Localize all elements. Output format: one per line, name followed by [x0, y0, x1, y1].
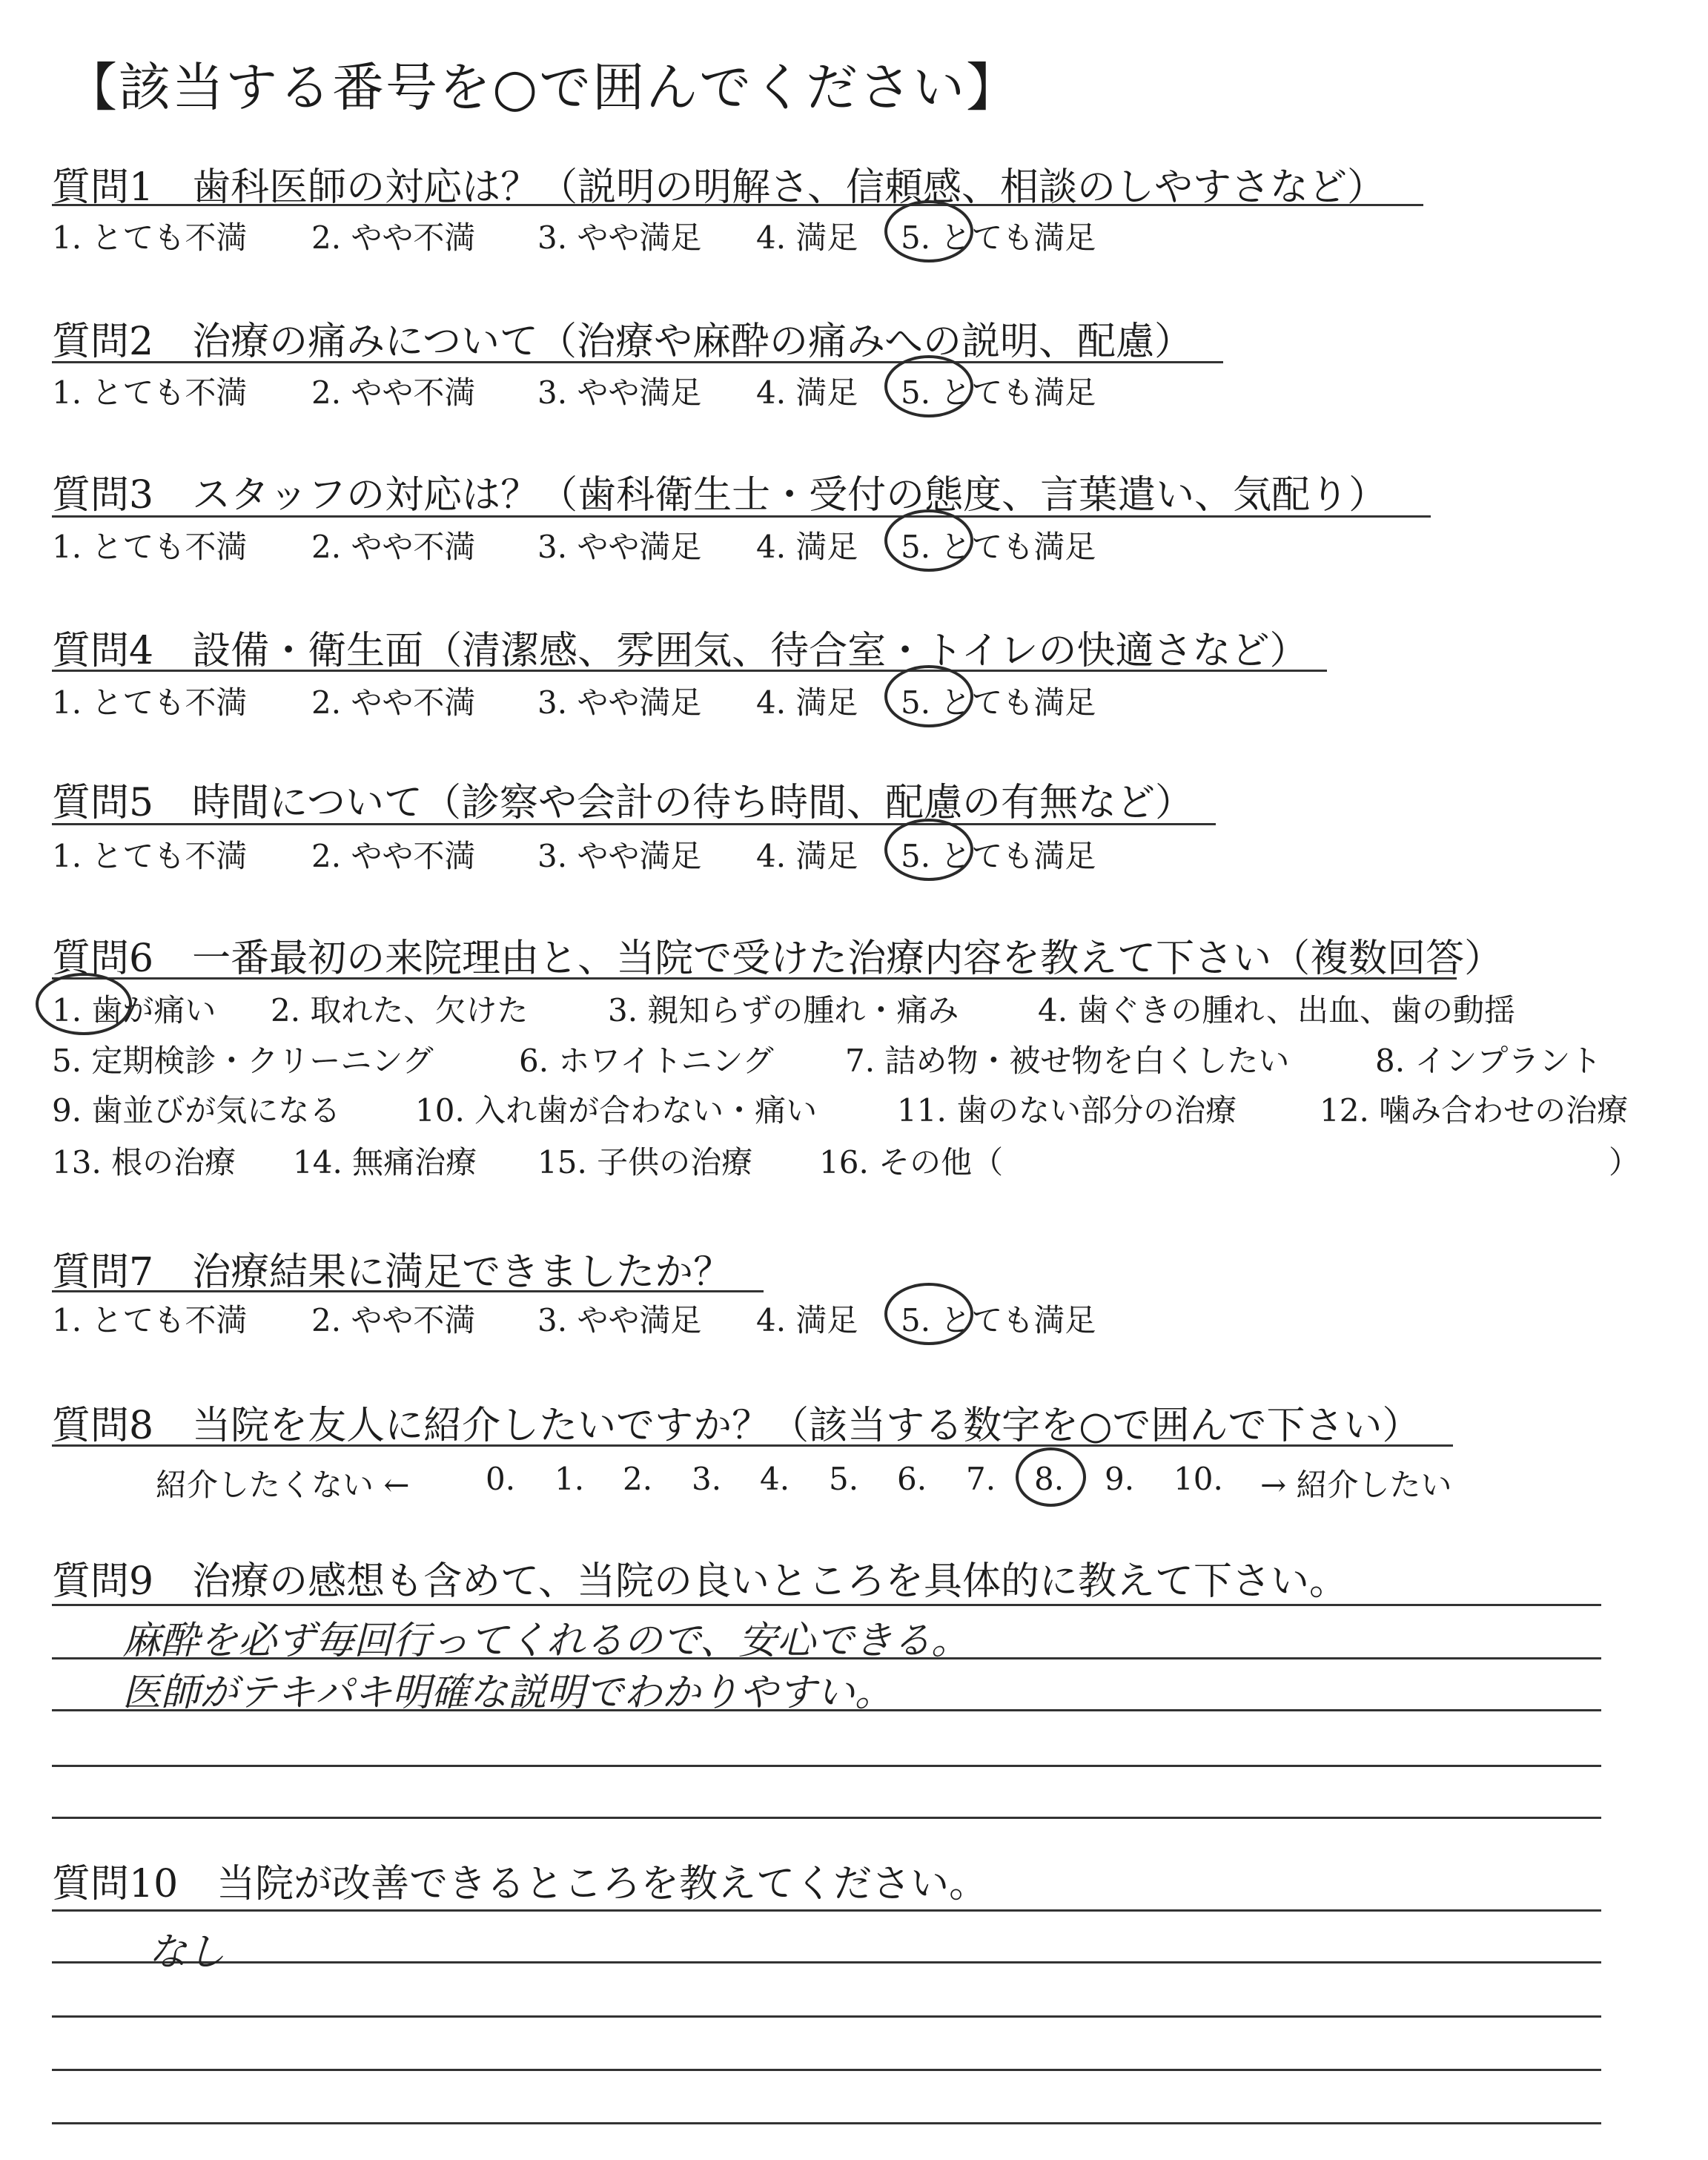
question-7-underline: [52, 1290, 764, 1292]
q5-option-1[interactable]: 1. とても不満: [52, 838, 248, 874]
q10-writing-line: [52, 2122, 1601, 2124]
q4-option-3[interactable]: 3. やや満足: [537, 684, 702, 721]
q6-option[interactable]: 6. ホワイトニング: [519, 1043, 774, 1079]
q10-writing-line: [52, 1909, 1601, 1912]
question-8-title: 質問8 当院を友人に紹介したいですか？（該当する数字を○で囲んで下さい）: [52, 1404, 1421, 1448]
q6-option[interactable]: 5. 定期検診・クリーニング: [52, 1043, 434, 1079]
q9-answer-line-2: 医師がテキパキ明確な説明でわかりやすい。: [122, 1671, 894, 1715]
q2-selection-circle: [884, 355, 973, 417]
q6-option[interactable]: 4. 歯ぐきの腫れ、出血、歯の動揺: [1038, 992, 1515, 1028]
q7-option-5[interactable]: 5. とても満足: [901, 1302, 1096, 1338]
q3-option-4[interactable]: 4. 満足: [756, 529, 858, 565]
q6-option[interactable]: 2. 取れた、欠けた: [271, 992, 529, 1028]
q8-scale-option[interactable]: 9.: [1105, 1461, 1135, 1497]
q2-option-3[interactable]: 3. やや満足: [537, 374, 702, 411]
q4-option-5[interactable]: 5. とても満足: [901, 684, 1096, 721]
q8-scale-option[interactable]: 1.: [555, 1461, 585, 1497]
q6-option[interactable]: 7. 詰め物・被せ物を白くしたい: [845, 1043, 1290, 1079]
question-6-title: 質問6 一番最初の来院理由と、当院で受けた治療内容を教えて下さい（複数回答）: [52, 937, 1503, 981]
question-3-title: 質問3 スタッフの対応は？（歯科衛生士・受付の態度、言葉遣い、気配り）: [52, 473, 1388, 518]
question-7-title: 質問7 治療結果に満足できましたか？: [52, 1250, 732, 1295]
q8-scale-option[interactable]: 2.: [623, 1461, 653, 1497]
q6-selection-circle: [36, 973, 132, 1035]
q7-selection-circle: [884, 1283, 973, 1345]
q1-option-4[interactable]: 4. 満足: [756, 219, 858, 256]
q5-option-2[interactable]: 2. やや不満: [311, 838, 476, 874]
q3-option-2[interactable]: 2. やや不満: [311, 529, 476, 565]
q5-option-4[interactable]: 4. 満足: [756, 838, 858, 874]
q2-option-1[interactable]: 1. とても不満: [52, 374, 248, 411]
q3-option-1[interactable]: 1. とても不満: [52, 529, 248, 565]
q5-selection-circle: [884, 819, 973, 881]
q6-option[interactable]: 1. 歯が痛い: [52, 992, 216, 1028]
q6-option[interactable]: 11. 歯のない部分の治療: [897, 1092, 1237, 1129]
q1-option-1[interactable]: 1. とても不満: [52, 219, 248, 256]
q5-option-3[interactable]: 3. やや満足: [537, 838, 702, 874]
q3-option-5[interactable]: 5. とても満足: [901, 529, 1096, 565]
q6-option[interactable]: 16. その他（: [819, 1144, 1004, 1180]
question-10-title: 質問10 当院が改善できるところを教えてください。: [52, 1862, 988, 1906]
q8-scale-option[interactable]: 0.: [486, 1461, 516, 1497]
q10-writing-line: [52, 2069, 1601, 2071]
question-4-title: 質問4 設備・衛生面（清潔感、雰囲気、待合室・トイレの快適さなど）: [52, 629, 1308, 673]
question-1-underline: [52, 204, 1423, 206]
q3-selection-circle: [884, 509, 973, 572]
q7-option-4[interactable]: 4. 満足: [756, 1302, 858, 1338]
question-1-title: 質問1 歯科医師の対応は？（説明の明解さ、信頼感、相談のしやすさなど）: [52, 165, 1386, 210]
q6-option[interactable]: ）: [1609, 1144, 1641, 1180]
q6-option[interactable]: 14. 無痛治療: [293, 1144, 477, 1180]
q1-option-2[interactable]: 2. やや不満: [311, 219, 476, 256]
q8-scale-option[interactable]: 7.: [966, 1461, 996, 1497]
q8-scale-option[interactable]: 4.: [760, 1461, 790, 1497]
q4-selection-circle: [884, 665, 973, 727]
q6-option[interactable]: 12. 噛み合わせの治療: [1320, 1092, 1629, 1129]
q8-scale-option[interactable]: 10.: [1174, 1461, 1223, 1497]
q8-low-label: 紹介したくない ←: [156, 1467, 410, 1503]
q9-answer-line-1: 麻酔を必ず毎回行ってくれるので、安心できる。: [122, 1619, 970, 1663]
q6-option[interactable]: 3. 親知らずの腫れ・痛み: [608, 992, 959, 1028]
page-title: 【該当する番号を○で囲んでください】: [65, 57, 1020, 118]
question-2-title: 質問2 治療の痛みについて（治療や麻酔の痛みへの説明、配慮）: [52, 320, 1194, 364]
q10-writing-line: [52, 2015, 1601, 2018]
q10-writing-line: [52, 1961, 1601, 1964]
question-4-underline: [52, 670, 1327, 672]
q4-option-1[interactable]: 1. とても不満: [52, 684, 248, 721]
q4-option-2[interactable]: 2. やや不満: [311, 684, 476, 721]
q7-option-3[interactable]: 3. やや満足: [537, 1302, 702, 1338]
q9-writing-line: [52, 1765, 1601, 1767]
question-5-title: 質問5 時間について（診察や会計の待ち時間、配慮の有無など）: [52, 781, 1194, 825]
question-8-underline: [52, 1444, 1453, 1447]
q2-option-2[interactable]: 2. やや不満: [311, 374, 476, 411]
q7-option-1[interactable]: 1. とても不満: [52, 1302, 248, 1338]
question-2-underline: [52, 361, 1223, 363]
q8-scale-option[interactable]: 8.: [1034, 1461, 1065, 1497]
q1-option-3[interactable]: 3. やや満足: [537, 219, 702, 256]
q7-option-2[interactable]: 2. やや不満: [311, 1302, 476, 1338]
q10-answer-line-1: なし: [148, 1930, 226, 1975]
q3-option-3[interactable]: 3. やや満足: [537, 529, 702, 565]
q6-option[interactable]: 10. 入れ歯が合わない・痛い: [415, 1092, 818, 1129]
q1-option-5[interactable]: 5. とても満足: [901, 219, 1096, 256]
q2-option-4[interactable]: 4. 満足: [756, 374, 858, 411]
q8-scale-option[interactable]: 3.: [692, 1461, 722, 1497]
question-5-underline: [52, 823, 1216, 825]
q8-selection-circle: [1016, 1447, 1086, 1507]
question-6-underline: [52, 977, 1457, 980]
q8-high-label: → 紹介したい: [1260, 1467, 1452, 1503]
q6-option[interactable]: 8. インプラント: [1375, 1043, 1602, 1079]
q9-writing-line: [52, 1604, 1601, 1606]
q2-option-5[interactable]: 5. とても満足: [901, 374, 1096, 411]
q8-scale-option[interactable]: 6.: [897, 1461, 927, 1497]
q6-option[interactable]: 13. 根の治療: [52, 1144, 236, 1180]
question-9-title: 質問9 治療の感想も含めて、当院の良いところを具体的に教えて下さい。: [52, 1559, 1348, 1604]
q8-scale-option[interactable]: 5.: [829, 1461, 859, 1497]
q6-option[interactable]: 15. 子供の治療: [537, 1144, 753, 1180]
q6-option[interactable]: 9. 歯並びが気になる: [52, 1092, 341, 1129]
q1-selection-circle: [884, 200, 973, 262]
q4-option-4[interactable]: 4. 満足: [756, 684, 858, 721]
q9-writing-line: [52, 1817, 1601, 1819]
question-3-underline: [52, 515, 1431, 518]
q5-option-5[interactable]: 5. とても満足: [901, 838, 1096, 874]
